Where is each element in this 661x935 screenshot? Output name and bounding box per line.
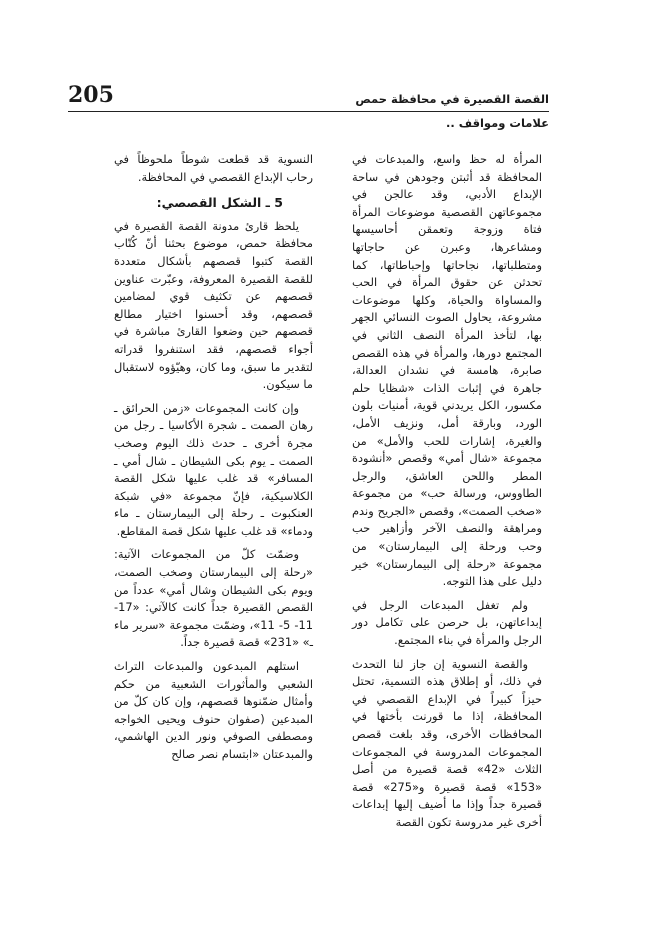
paragraph: يلحظ قارئ مدونة القصة القصيرة في محافظة حمص، موضوع بحثنا أنّ كُتّاب القصة كتبوا قصصهم بأشكال متعددة للقصة القصيرة المعروفة، وعبّرت عناوين قصصهم عن تكثيف قوي لمضامين قصصهم، وقد أحسنوا اختيار مطالع قصصهم حين وضعوا القارئ مباشرة في أجواء قصصهم، فقد استنفروا قدراته لتقدير ما سبق، وما كان، وهيّؤوه لاستقبال ما سيكون. xyxy=(114,218,313,392)
intro-paragraph: النسوية قد قطعت شوطاً ملحوظاً في رحاب الإبداع القصصي في المحافظة. xyxy=(114,152,313,184)
right-column xyxy=(352,151,542,838)
left-column xyxy=(114,151,313,770)
paragraph: استلهم المبدعون والمبدعات التراث الشعبي والمأثورات الشعبية من حكم وأمثال ضمّنوها قصصهم، وإن كان كلّ من المبدعين (صفوان حنوف ويحيى الخواجه ومصطفى الصوفي ونور الدين الهاشمي، والمبدعتان «ابتسام نصر صالح xyxy=(114,659,313,761)
section-heading: 5 ـ الشكل القصصي: xyxy=(156,195,283,211)
running-title: القصة القصيرة في محافظة حمص xyxy=(355,92,549,106)
header-rule xyxy=(68,111,549,112)
paragraph: والقصة النسوية إن جاز لنا التحدث في ذلك، أو إطلاق هذه التسمية، تحتل حيزاً كبيراً في الإبداع القصصي في المحافظة، إذا ما قورنت بأختها في المحافظات الأخرى، وقد بلغت قصص المجموعات المدروسة في المجموعات الثلاث «42» قصة قصيرة من أصل «153» قصة قصيرة و«275» قصة قصيرة جداً وإذا ما أضيف إليها إبداعات أخرى غير مدروسة تكون القصة xyxy=(352,656,542,829)
paragraph: وضمّت كلّ من المجموعات الآتية: «رحلة إلى البيمارستان وصخب الصمت، ويوم بكى الشيطان وشال أمي» عدداً من القصص القصيرة جداً كانت كالآتي: «17- 11- 5- 11»، وضمّت مجموعة «سرير ماء ـ» «231» قصة قصيرة جداً. xyxy=(114,547,313,650)
section-subtitle: علامات ومواقف .. xyxy=(446,116,549,130)
paragraph: وإن كانت المجموعات «زمن الحرائق ـ رهان الصمت ـ شجرة الأكاسيا ـ رجل من مجرة أخرى ـ حدث ذلك اليوم وصخب الصمت ـ يوم بكى الشيطان ـ شال أمي ـ المسافر» قد غلب عليها شكل القصة الكلاسيكية، فإنّ مجموعة «في شبكة العنكبوت ـ رحلة إلى البيمارستان ـ ماء ودماء» قد غلب عليها شكل قصة المقاطع. xyxy=(114,400,313,538)
paragraph: ولم تغفل المبدعات الرجل في إبداعاتهن، بل حرصن على تكامل دور الرجل والمرأة في بناء المجتمع. xyxy=(352,597,542,648)
paragraph: المرأة له حظ واسع، والمبدعات في المحافظة قد أثبتن وجودهن في ساحة الإبداع الأدبي، وقد عالجن في مجموعاتهن القصصية موضوعات المرأة فتاة وزوجة وتعمقن أحاسيسها ومشاعرها، وعبرن عن حاجاتها ومتطلباتها، نجاحاتها وإحباطاتها، كما تحدثن عن حقوق المرأة في الحب والمساواة والحياة، وكلها موضوعات مشروعة، يحاول الصوت النسائي الجهر بها، لتأخذ المرأة النصف الثاني في المجتمع دورها، والمرأة في هذه القصص صابرة، هامسة في نشدان العدالة، جاهرة في إثبات الذات «شظايا حلم مكسور، الكل يريدني قوية، أمنيات بلون الورد، وبارقة أمل، ونزيف الأمل، والغيرة، إشارات للحب والأمل» من مجموعة «شال أمي» وقصص «أنشودة المطر واللحن العاشق، والرجل الطاووس، ورسالة حب» من مجموعة «صخب الصمت»، وقصص «الجريح وندم ومراهقة والنصف الآخر وأزاهير حب وحب ورحلة إلى البيمارستان» من مجموعة «رحلة إلى البيمارستان» خير دليل على هذا التوجه. xyxy=(352,152,542,589)
page-number: 205 xyxy=(68,82,114,108)
